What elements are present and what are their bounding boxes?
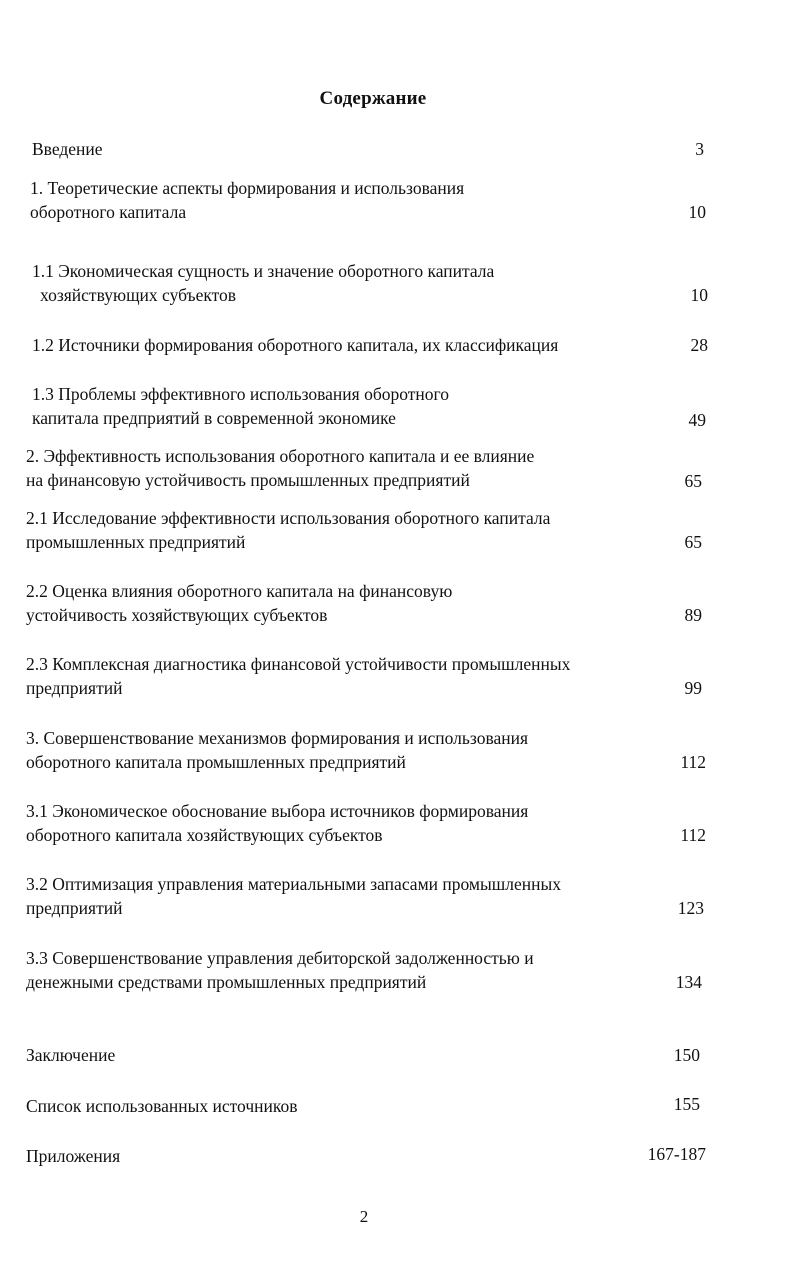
toc-entry-title-continued: предприятий — [26, 678, 123, 698]
toc-entry-title: Заключение — [26, 1045, 116, 1065]
toc-entry-title-continued: устойчивость хозяйствующих субъектов — [26, 605, 328, 625]
toc-entry-page: 28 — [690, 335, 708, 355]
page-title: Содержание — [319, 88, 427, 109]
toc-entry-page: 65 — [684, 532, 702, 552]
toc-entry-title-continued: денежными средствами промышленных предприятий — [26, 972, 427, 992]
toc-entry-title-continued: предприятий — [26, 898, 123, 918]
toc-entry-title: 3.2 Оптимизация управления материальными запасами промышленных — [26, 874, 561, 894]
toc-entry-title: 2.2 Оценка влияния оборотного капитала на финансовую — [26, 581, 453, 601]
toc-entry-page: 65 — [684, 471, 702, 491]
toc-entry-title-continued: оборотного капитала промышленных предприятий — [26, 752, 406, 772]
toc-entry-title: 3.3 Совершенствование управления дебиторской задолженностью и — [26, 948, 534, 968]
toc-entry-page: 155 — [673, 1094, 700, 1114]
toc-entry-page: 99 — [684, 678, 702, 698]
page-number: 2 — [359, 1207, 369, 1226]
toc-entry-title: Список использованных источников — [26, 1096, 298, 1116]
toc-entry-page: 167-187 — [647, 1144, 706, 1164]
toc-entry-page: 3 — [695, 139, 704, 159]
toc-entry-title: 1.1 Экономическая сущность и значение оборотного капитала — [32, 261, 495, 281]
toc-entry-title: 2.3 Комплексная диагностика финансовой устойчивости промышленных — [26, 654, 571, 674]
toc-entry-title-continued: оборотного капитала хозяйствующих субъектов — [26, 825, 383, 845]
toc-entry-title: 3. Совершенствование механизмов формирования и использования — [26, 728, 529, 748]
toc-entry-page: 134 — [675, 972, 702, 992]
toc-entry-page: 112 — [680, 752, 706, 772]
toc-entry-title: 1.3 Проблемы эффективного использования оборотного — [32, 384, 450, 404]
toc-entry-title-continued: хозяйствующих субъектов — [40, 285, 237, 305]
toc-entry-page: 49 — [688, 410, 706, 430]
toc-entry-title-continued: оборотного капитала — [30, 202, 187, 222]
toc-entry-title-continued: на финансовую устойчивость промышленных предприятий — [26, 470, 470, 490]
toc-entry-title: 3.1 Экономическое обоснование выбора источников формирования — [26, 801, 529, 821]
toc-entry-title: 2.1 Исследование эффективности использования оборотного капитала — [26, 508, 551, 528]
toc-entry-page: 10 — [688, 202, 706, 222]
toc-entry-title: 2. Эффективность использования оборотного капитала и ее влияние — [26, 446, 535, 466]
toc-entry-title: Введение — [32, 139, 103, 159]
toc-entry-page: 150 — [673, 1045, 700, 1065]
toc-entry-page: 123 — [677, 898, 704, 918]
toc-entry-title: 1. Теоретические аспекты формирования и использования — [30, 178, 465, 198]
toc-entry-page: 112 — [680, 825, 706, 845]
toc-entry-page: 89 — [684, 605, 702, 625]
toc-entry-page: 10 — [690, 285, 708, 305]
toc-entry-title-continued: капитала предприятий в современной экономике — [32, 408, 396, 428]
toc-entry-title: 1.2 Источники формирования оборотного капитала, их классификация — [32, 335, 559, 355]
toc-entry-title: Приложения — [26, 1146, 121, 1166]
toc-entry-title-continued: промышленных предприятий — [26, 532, 246, 552]
